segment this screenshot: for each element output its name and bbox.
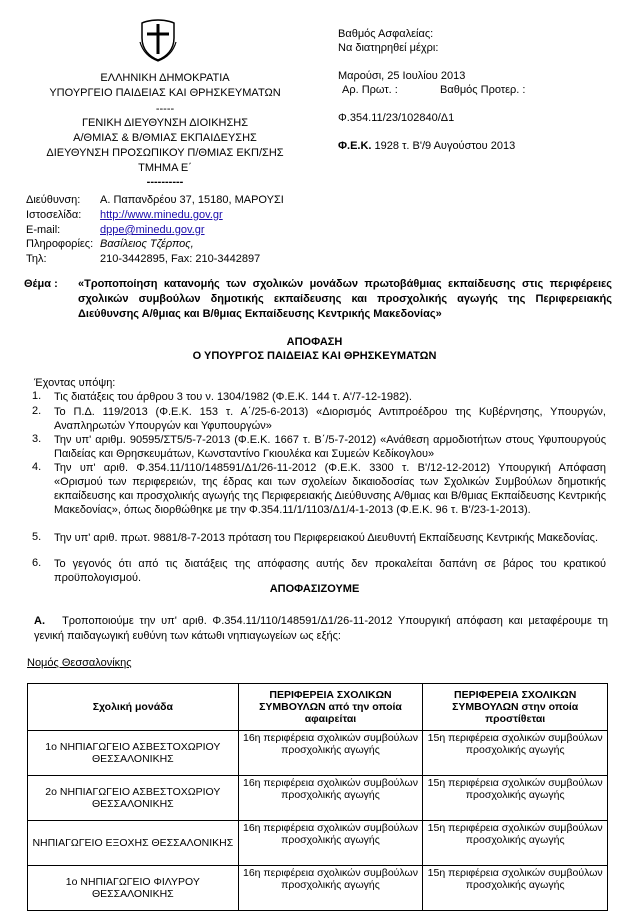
decide-heading: ΑΠΟΦΑΣΙΖΟΥΜΕ	[269, 583, 360, 595]
table-header-row	[28, 684, 608, 731]
priority-label: Βαθμός Προτερ. :	[440, 84, 526, 96]
security-level: Βαθμός Ασφαλείας:	[338, 28, 434, 40]
table-row	[28, 821, 608, 866]
from-region-cell: 16η περιφέρεια σχολικών συμβούλων προσχολικής αγωγής	[238, 866, 423, 911]
to-region-cell: 15η περιφέρεια σχολικών συμβούλων προσχολικής αγωγής	[423, 731, 608, 776]
from-region-cell: 16η περιφέρεια σχολικών συμβούλων προσχολικής αγωγής	[238, 731, 423, 776]
from-region-cell: 16η περιφέρεια σχολικών συμβούλων προσχολικής αγωγής	[238, 821, 423, 866]
to-region-cell: 15η περιφέρεια σχολικών συμβούλων προσχολικής αγωγής	[423, 821, 608, 866]
greek-coat-of-arms-icon	[138, 18, 178, 62]
website-link[interactable]: http://www.minedu.gov.gr	[100, 209, 223, 221]
school-cell: 1ο ΝΗΠΙΑΓΩΓΕΙΟ ΦΙΛΥΡΟΥ ΘΕΣΣΑΛΟΝΙΚΗΣ	[28, 866, 239, 911]
article-a-text: Τροποποιούμε την υπ' αριθ. Φ.354.11/110/148591/Δ1/26-11-2012 Υπουργική απόφαση και μεταφέρουμε τη γενική παιδαγωγική ευθύνη των κάτωθι νηπιαγωγείων ως εξής:	[34, 615, 608, 642]
fek-value: 1928 τ. Β'/9 Αυγούστου 2013	[374, 140, 516, 152]
website-label: Ιστοσελίδα:	[26, 209, 82, 221]
school-cell: ΝΗΠΙΑΓΩΓΕΙΟ ΕΞΟΧΗΣ ΘΕΣΣΑΛΟΝΙΚΗΣ	[28, 821, 239, 866]
table-row	[28, 731, 608, 776]
to-region-cell: 15η περιφέρεια σχολικών συμβούλων προσχολικής αγωγής	[423, 776, 608, 821]
school-cell: 1ο ΝΗΠΙΑΓΩΓΕΙΟ ΑΣΒΕΣΤΟΧΩΡΙΟΥ ΘΕΣΣΑΛΟΝΙΚΗΣ	[28, 731, 239, 776]
table-row	[28, 866, 608, 911]
header-separator: -----	[155, 103, 175, 115]
document-page: ΕΛΛΗΝΙΚΗ ΔΗΜΟΚΡΑΤΙΑ ΥΠΟΥΡΓΕΙΟ ΠΑΙΔΕΙΑΣ ΚΑΙ ΘΡΗΣΚΕΥΜΑΤΩΝ ----- ΓΕΝΙΚΗ ΔΙΕΥΘΥΝΣΗ ΔΙΟΙΚΗΣΗΣ Α/ΘΜΙΑΣ & Β/ΘΜΙΑΣ ΕΚΠΑΙΔΕΥΣΗΣ ΔΙΕΥΘΥΝΣΗ ΠΡΟΣΩΠΙΚΟΥ Π/ΘΜΙΑΣ ΕΚΠ/ΣΗΣ ΤΜΗΜΑ Ε΄ ---------- Βαθμός Ασφαλείας: Να διατηρηθεί μέχρι: Μαρούσι, 25 Ιουλίου 2013 Αρ. Πρωτ. : Βαθμός Προτερ. : Φ.354.11/23/102840/Δ1 Φ.Ε.Κ. 1928 τ. Β'/9 Αυγούστου 2013 Διεύθυνση: Α. Παπανδρέου 37, 15180, ΜΑΡΟΥΣΙ Ιστοσελίδα: http://www.minedu.gov.gr E-mail: dppe@minedu.gov.gr Πληροφορίες: Βασίλειος Τζέρπος, Τηλ: 210-3442895, Fax: 210-3442897 Θέμα : «Τροποποίηση κατανομής των σχολικών μονάδων πρωτοβάθμιας εκπαίδευσης στις περιφέρειες σχολικών συμβούλων δημοτικής εκπαίδευσης και προσχολικής αγωγής της Περιφερειακής Διεύθυνσης Α/θμιας και Β/θμιας Εκπαίδευσης Κεντρικής Μακεδονίας» ΑΠΟΦΑΣΗ Ο ΥΠΟΥΡΓΟΣ ΠΑΙΔΕΙΑΣ ΚΑΙ ΘΡΗΣΚΕΥΜΑΤΩΝ Έχοντας υπόψη: 1. Τις διατάξεις του άρθρου 3 του ν. 1304/1982 (Φ.Ε.Κ. 144 τ. Α'/7-12-1982). 2. Το Π.Δ. 119/2013 (Φ.Ε.Κ. 153 τ. Α΄/25-6-2013) «Διορισμός Αντιπροέδρου της Κυβέρνησης, Υπουργών, Αναπληρωτών Υπουργών και Υφυπουργών» 3. Την υπ' αριθμ. 90595/ΣΤ5/5-7-2013 (Φ.Ε.Κ. 1667 τ. Β΄/5-7-2012) «Ανάθεση αρμοδιοτήτων στους Υφυπουργούς Παιδείας και Θρησκευμάτων, Κωνσταντίνο Γκιουλέκα και Συμεών Κεδίκογλου» 4. Την υπ' αριθ. Φ.354.11/110/148591/Δ1/26-11-2012 (Φ.Ε.Κ. 3300 τ. Β'/12-12-2012) Υπουργική Απόφαση «Ορισμού των περιφερειών, της έδρας και των σχολείων δικαιοδοσίας των Σχολικών Συμβούλων δημοτικής εκπαίδευσης και προσχολικής αγωγής της Περιφερειακής Διεύθυνσης Α/θμιας και Β/θμιας Εκπαίδευσης Κεντρικής Μακεδονίας», όπως διορθώθηκε με την Φ.354.11/1/1103/Δ1/4-1-2013 (Φ.Ε.Κ. 96 τ. Β'/23-1-2013). 5. Την υπ' αριθ. πρωτ. 9881/8-7-2013 πρόταση του Περιφερειακού Διευθυντή Εκπαίδευσης Κεντρικής Μακεδονίας. 6. Το γεγονός ότι από τις διατάξεις της απόφασης αυτής δεν προκαλείται δαπάνη σε βάρος του κρατικού προϋπολογισμού. ΑΠΟΦΑΣΙΖΟΥΜΕ Α. Τροποποιούμε την υπ' αριθ. Φ.354.11/110/148591/Δ1/26-11-2012 Υπουργική απόφαση και μεταφέρουμε τη γενική παιδαγωγική ευθύνη των κάτωθι νηπιαγωγείων ως εξής: Νομός Θεσσαλονίκης Σχολική μονάδα ΠΕΡΙΦΕΡΕΙΑ ΣΧΟΛΙΚΩΝ ΣΥΜΒΟΥΛΩΝ από την οποία αφαιρείται ΠΕΡΙΦΕΡΕΙΑ ΣΧΟΛΙΚΩΝ ΣΥΜΒΟΥΛΩΝ στην οποία προστίθεται 1ο ΝΗΠΙΑΓΩΓΕΙΟ ΑΣΒΕΣΤΟΧΩΡΙΟΥ ΘΕΣΣΑΛΟΝΙΚΗΣ 16η περιφέρεια σχολικών συμβούλων προσχολικής αγωγής 15η περιφέρεια σχολικών συμβούλων προσχολικής αγωγής 2ο ΝΗΠΙΑΓΩΓΕΙΟ ΑΣΒΕΣΤΟΧΩΡΙΟΥ ΘΕΣΣΑΛΟΝΙΚΗΣ 16η περιφέρεια σχολικών συμβούλων προσχολικής αγωγής 15η περιφέρεια σχολικών συμβούλων προσχολικής αγωγής ΝΗΠΙΑΓΩΓΕΙΟ ΕΞΟΧΗΣ ΘΕΣΣΑΛΟΝΙΚΗΣ 16η περιφέρεια σχολικών συμβούλων προσχολικής αγωγής 15η περιφέρεια σχολικών συμβούλων προσχολικής αγωγής 1ο ΝΗΠΙΑΓΩΓΕΙΟ ΦΙΛΥΡΟΥ ΘΕΣΣΑΛΟΝΙΚΗΣ 16η περιφέρεια σχολικών συμβούλων προσχολικής αγωγής 15η περιφέρεια σχολικών συμβούλων προσχολικής αγωγής	[0, 0, 629, 919]
general-directorate: ΓΕΝΙΚΗ ΔΙΕΥΘΥΝΣΗ ΔΙΟΙΚΗΣΗΣ	[81, 117, 249, 129]
subject-text: «Τροποποίηση κατανομής των σχολικών μονάδων πρωτοβάθμιας εκπαίδευσης στις περιφέρειες σχολικών συμβούλων δημοτικής εκπαίδευσης και προσχολικής αγωγής της Περιφερειακής Διεύθυνσης Α/θμιας και Β/θμιας Εκπαίδευσης Κεντρικής Μακεδονίας»	[78, 278, 612, 320]
reference-number: Φ.354.11/23/102840/Δ1	[338, 112, 455, 124]
department: ΤΜΗΜΑ Ε΄	[138, 162, 192, 174]
address-label: Διεύθυνση:	[26, 194, 81, 206]
prefecture-heading: Νομός Θεσσαλονίκης	[27, 657, 132, 669]
fek-label: Φ.Ε.Κ.	[338, 140, 372, 152]
column-header: ΠΕΡΙΦΕΡΕΙΑ ΣΧΟΛΙΚΩΝ ΣΥΜΒΟΥΛΩΝ στην οποία προστίθεται	[423, 684, 608, 731]
address-value: Α. Παπανδρέου 37, 15180, ΜΑΡΟΥΣΙ	[100, 194, 284, 206]
from-region-cell: 16η περιφέρεια σχολικών συμβούλων προσχολικής αγωγής	[238, 776, 423, 821]
keep-until: Να διατηρηθεί μέχρι:	[338, 42, 439, 54]
table-row	[28, 776, 608, 821]
decision-subtitle: Ο ΥΠΟΥΡΓΟΣ ΠΑΙΔΕΙΑΣ ΚΑΙ ΘΡΗΣΚΕΥΜΑΤΩΝ	[192, 350, 437, 362]
school-cell: 2ο ΝΗΠΙΑΓΩΓΕΙΟ ΑΣΒΕΣΤΟΧΩΡΙΟΥ ΘΕΣΣΑΛΟΝΙΚΗΣ	[28, 776, 239, 821]
school-transfer-table	[27, 683, 608, 911]
protocol-number-label: Αρ. Πρωτ. :	[342, 84, 398, 96]
phone-label: Τηλ:	[26, 253, 47, 265]
directorate: ΔΙΕΥΘΥΝΣΗ ΠΡΟΣΩΠΙΚΟΥ Π/ΘΜΙΑΣ ΕΚΠ/ΣΗΣ	[46, 147, 284, 159]
email-link[interactable]: dppe@minedu.gov.gr	[100, 224, 205, 236]
education-level: Α/ΘΜΙΑΣ & Β/ΘΜΙΑΣ ΕΚΠΑΙΔΕΥΣΗΣ	[73, 132, 257, 144]
info-label: Πληροφορίες:	[26, 238, 94, 250]
ministry-name: ΥΠΟΥΡΓΕΙΟ ΠΑΙΔΕΙΑΣ ΚΑΙ ΘΡΗΣΚΕΥΜΑΤΩΝ	[49, 87, 281, 99]
article-a	[34, 614, 608, 644]
column-header: Σχολική μονάδα	[28, 684, 239, 731]
info-value: Βασίλειος Τζέρπος,	[100, 238, 194, 250]
article-a-label: Α.	[34, 615, 45, 627]
place-date: Μαρούσι, 25 Ιουλίου 2013	[338, 70, 466, 82]
subject-label: Θέμα :	[24, 278, 58, 290]
column-header: ΠΕΡΙΦΕΡΕΙΑ ΣΧΟΛΙΚΩΝ ΣΥΜΒΟΥΛΩΝ από την οποία αφαιρείται	[238, 684, 423, 731]
phone-value: 210-3442895, Fax: 210-3442897	[100, 253, 261, 265]
email-label: E-mail:	[26, 224, 61, 236]
header-separator-2: ----------	[146, 176, 184, 188]
decision-title: ΑΠΟΦΑΣΗ	[286, 336, 343, 348]
to-region-cell: 15η περιφέρεια σχολικών συμβούλων προσχολικής αγωγής	[423, 866, 608, 911]
fek-reference	[338, 140, 515, 153]
republic-name: ΕΛΛΗΝΙΚΗ ΔΗΜΟΚΡΑΤΙΑ	[100, 72, 230, 84]
considering-intro: Έχοντας υπόψη:	[34, 377, 116, 389]
